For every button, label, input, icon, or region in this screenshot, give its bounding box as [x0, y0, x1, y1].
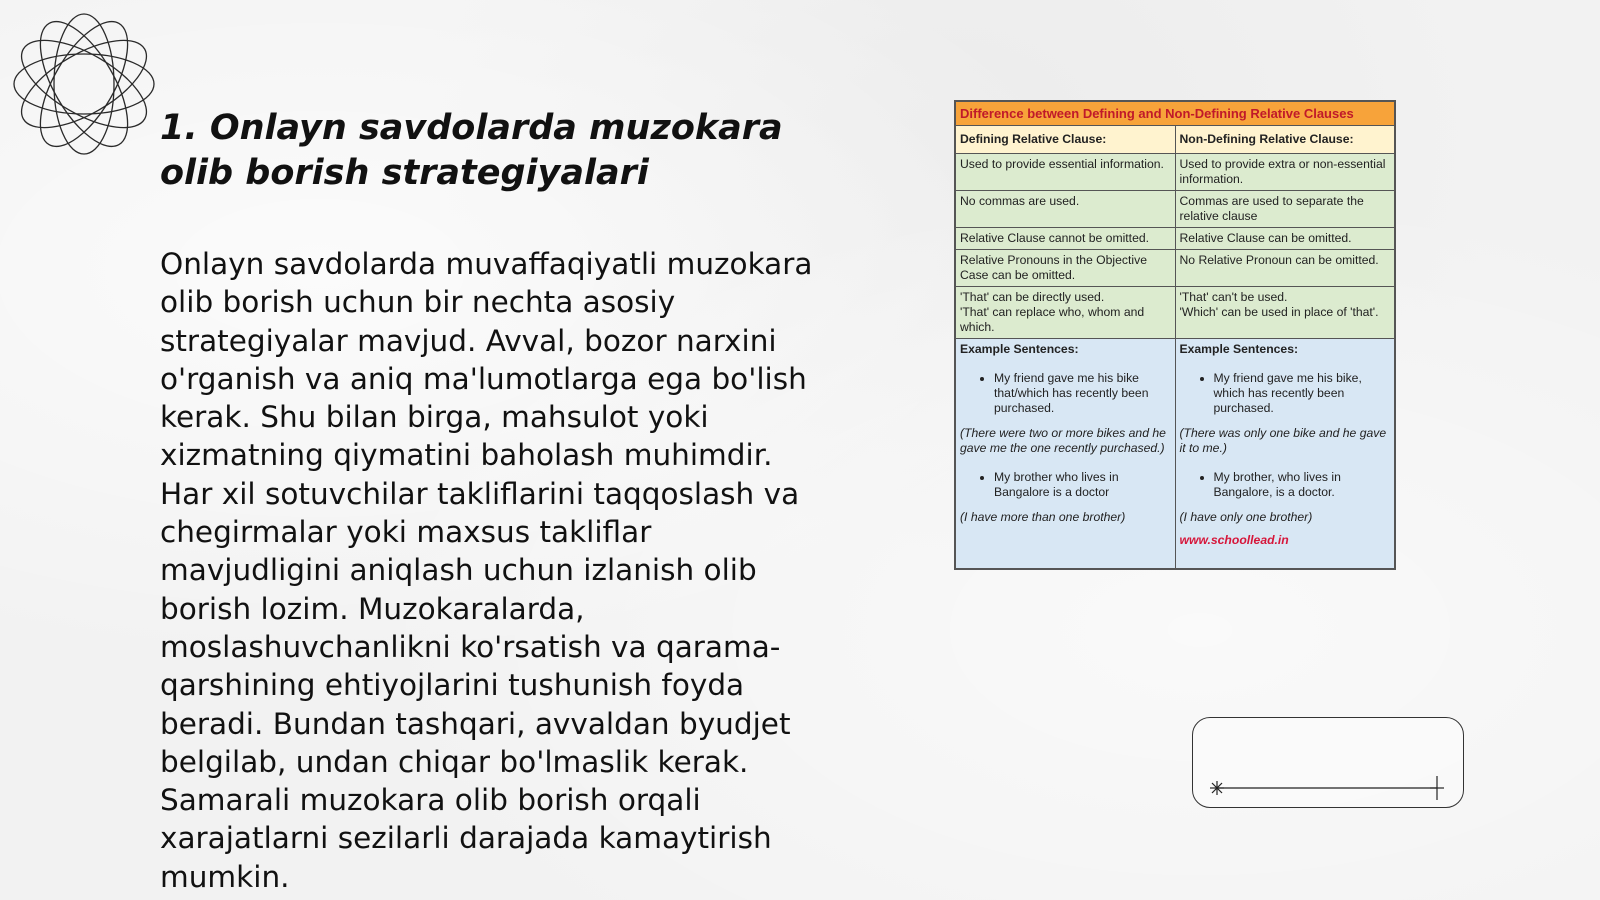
decorative-frame [1192, 717, 1464, 808]
table-caption: Difference between Defining and Non-Defining Relative Clauses [956, 102, 1395, 126]
example-note: (There was only one bike and he gave it to me.) [1179, 426, 1387, 455]
example-note: (There were two or more bikes and he gave me the one recently purchased.) [960, 426, 1166, 455]
table-row [956, 250, 1395, 287]
column-header-defining: Defining Relative Clause: [956, 126, 1176, 154]
slide-title: 1. Onlayn savdolarda muzokara olib borish strategiyalari [160, 108, 783, 193]
rings-ornament-icon [10, 10, 158, 158]
table-row [956, 287, 1395, 339]
table-cell: Relative Pronouns in the Objective Case can be omitted. [956, 250, 1176, 287]
relative-clauses-table-image [955, 101, 1395, 569]
table-cell-line: 'That' can't be used. [1179, 290, 1288, 304]
table-row [956, 191, 1395, 228]
examples-label: Example Sentences: [960, 342, 1079, 356]
column-header-non-defining: Non-Defining Relative Clause: [1175, 126, 1395, 154]
table-cell: No commas are used. [956, 191, 1176, 228]
examples-row [956, 339, 1395, 569]
table-cell-line: 'That' can replace who, whom and which. [960, 305, 1145, 334]
examples-cell-defining [956, 339, 1176, 569]
example-list [1180, 462, 1391, 500]
example-note: (I have only one brother) [1179, 510, 1313, 524]
table-cell: Relative Clause cannot be omitted. [956, 228, 1176, 250]
table-cell-line: 'Which' can be used in place of 'that'. [1179, 305, 1379, 319]
example-list [960, 363, 1171, 416]
table-row [956, 228, 1395, 250]
source-website-text: www.schoollead.in [1179, 533, 1289, 547]
example-sentence: • My brother who lives in Bangalore is a doctor [994, 470, 1171, 500]
table-cell-line: 'That' can be directly used. [960, 290, 1105, 304]
starburst-line-icon [1193, 718, 1465, 809]
table-row [956, 154, 1395, 191]
comparison-table [955, 101, 1395, 569]
example-note: (I have more than one brother) [960, 510, 1126, 524]
table-cell: Commas are used to separate the relative clause [1175, 191, 1395, 228]
table-cell: Relative Clause can be omitted. [1175, 228, 1395, 250]
table-cell: Used to provide extra or non-essential information. [1175, 154, 1395, 191]
slide-body-text: Onlayn savdolarda muvaffaqiyatli muzokara olib borish uchun bir nechta asosiy strategiyalar mavjud. Avval, bozor narxini o'rganish va aniq ma'lumotlarga ega bo'lish kerak. Shu bilan birga, mahsulot yoki xizmatning qiymatini baholash muhimdir. Har xil sotuvchilar takliflarini taqqoslash va chegirmalar yoki maxsus takliflar mavjudligini aniqlash uchun izlanish olib borish lozim. Muzokaralarda, moslashuvchanlikni ko'rsatish va qarama-qarshining ehtiyojlarini tushunish foyda beradi. Bundan tashqari, avvaldan byudjet belgilab, undan chiqar bo'lmaslik kerak. Samarali muzokara olib borish orqali xarajatlarni sezilarli darajada kamaytirish mumkin. [160, 247, 813, 894]
examples-label: Example Sentences: [1179, 342, 1299, 356]
example-list [960, 462, 1171, 500]
table-cell: Used to provide essential information. [956, 154, 1176, 191]
examples-cell-non-defining [1175, 339, 1395, 569]
table-cell: No Relative Pronoun can be omitted. [1175, 250, 1395, 287]
table-cell [1175, 287, 1395, 339]
table-cell [956, 287, 1176, 339]
example-sentence: • My friend gave me his bike that/which has recently been purchased. [994, 371, 1171, 416]
example-sentence: • My brother, who lives in Bangalore, is a doctor. [1214, 470, 1391, 500]
example-sentence: • My friend gave me his bike, which has recently been purchased. [1214, 371, 1391, 416]
example-list [1180, 363, 1391, 416]
